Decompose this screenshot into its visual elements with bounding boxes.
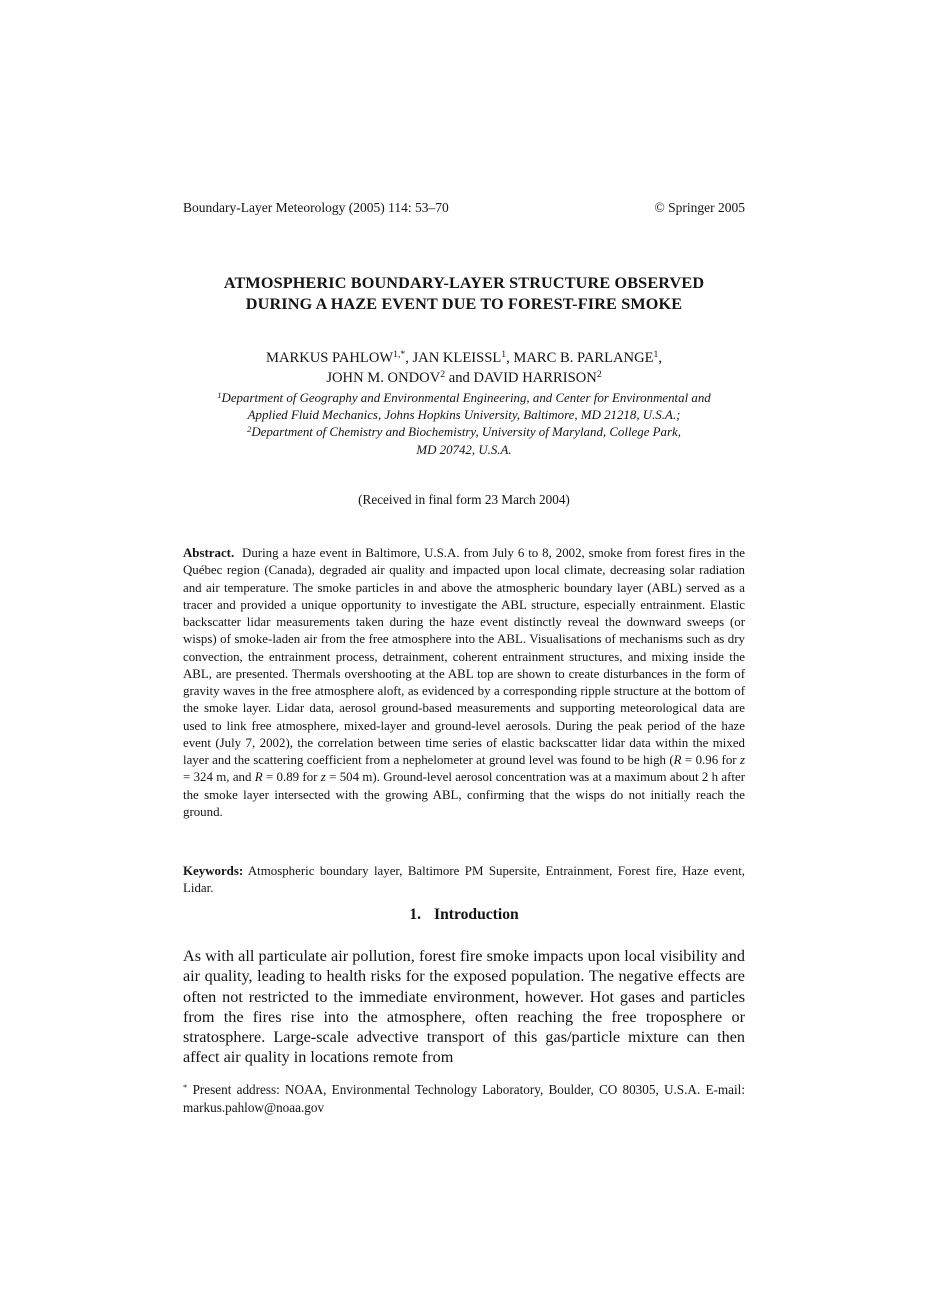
received-date-note: (Received in final form 23 March 2004) xyxy=(358,492,570,507)
journal-header xyxy=(183,200,745,216)
author-list xyxy=(183,349,745,388)
author-footnote: * Present address: NOAA, Environmental Technology Laboratory, Boulder, CO 80305, U.S.A. E-mail: markus.pahlow@noaa.gov xyxy=(183,1081,745,1115)
affiliations xyxy=(183,390,745,459)
journal-citation: Boundary-Layer Meteorology (2005) 114: 53–70 xyxy=(183,200,449,215)
introduction-paragraph: As with all particulate air pollution, forest fire smoke impacts upon local visibility and air quality, leading to health risks for the exposed population. The negative effects are often not restricted to the immediate environment, however. Hot gases and particles from the fires rise into the atmosphere, often reaching the free troposphere or stratosphere. Large-scale advective transport of this gas/particle mixture can then affect air quality in locations remote from xyxy=(183,947,745,1067)
paper-title xyxy=(183,273,745,314)
affiliation-line-2: Applied Fluid Mechanics, Johns Hopkins University, Baltimore, MD 21218, U.S.A.; xyxy=(247,408,681,423)
paper-title-line-2: DURING A HAZE EVENT DUE TO FOREST-FIRE SMOKE xyxy=(245,294,683,313)
copyright-notice: © Springer 2005 xyxy=(654,200,745,215)
section-heading-introduction xyxy=(183,905,745,925)
affiliation-line-3: $^2$Department of Chemistry and Biochemistry, University of Maryland, College Park, xyxy=(247,424,681,440)
section-title: Introduction xyxy=(434,906,519,923)
affiliation-line-4: MD 20742, U.S.A. xyxy=(416,442,512,457)
abstract-paragraph: Abstract. During a haze event in Baltimore, U.S.A. from July 6 to 8, 2002, smoke from forest fires in the Québec region (Canada), degraded air quality and impacted upon local climate, decreasing solar radiation and air temperature. The smoke particles in and above the atmospheric boundary layer (ABL) served as a tracer and provided a unique opportunity to investigate the ABL structure, especially entrainment. Elastic backscatter lidar measurements taken during the haze event distinctly reveal the downward sweeps (or wisps) of smoke-laden air from the free atmosphere into the ABL. Visualisations of mechanisms such as dry convection, the entrainment process, detrainment, coherent entrainment structures, and mixing inside the ABL, are presented. Thermals overshooting at the ABL top are shown to create disturbances in the form of gravity waves in the free atmosphere aloft, as evidenced by a corresponding ripple structure at the bottom of the smoke layer. Lidar data, aerosol ground-based measurements and supporting meteorological data are used to link free atmosphere, mixed-layer and ground-level aerosols. During the peak period of the haze event (July 7, 2002), the correlation between time series of elastic backscatter lidar data within the mixed layer and the scattering coefficient from a nephelometer at ground level was found to be high (R = 0.96 for z = 324 m, and R = 0.89 for z = 504 m). Ground-level aerosol concentration was at a maximum about 2 h after the smoke layer intersected with the growing ABL, confirming that the wisps do not initially reach the ground. xyxy=(183,546,745,819)
page-content xyxy=(183,0,745,1309)
keywords-paragraph: Keywords: Atmospheric boundary layer, Baltimore PM Supersite, Entrainment, Forest fire, Haze event, Lidar. xyxy=(183,864,745,896)
paper-title-line-1: ATMOSPHERIC BOUNDARY-LAYER STRUCTURE OBSERVED xyxy=(223,274,705,292)
author-line-2: JOHN M. ONDOV$^2$ and DAVID HARRISON$^2$ xyxy=(326,368,602,386)
section-number: 1. xyxy=(409,906,422,923)
affiliation-line-1: $^1$Department of Geography and Environmental Engineering, and Center for Environmental and xyxy=(217,389,711,405)
author-line-1: MARKUS $PAHLOW^{1,*}$, JAN KLEISSL$^1$, MARC B. PARLANGE$^1$, xyxy=(265,349,663,366)
